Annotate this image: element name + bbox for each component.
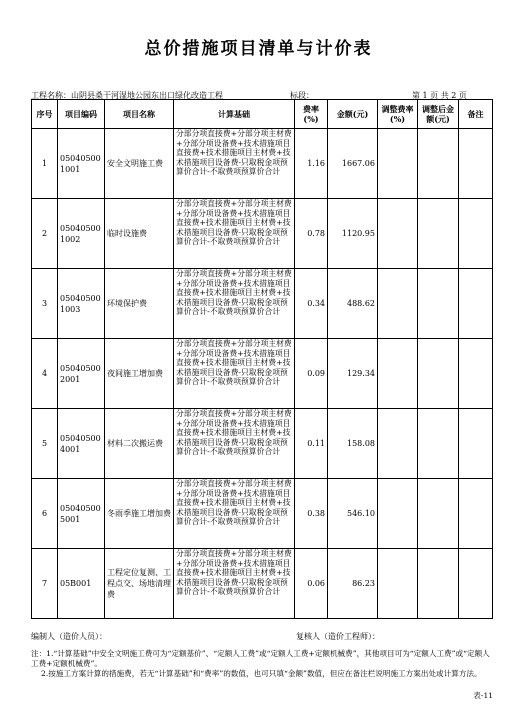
row-index: 7 xyxy=(32,549,58,619)
row-adj-rate xyxy=(378,129,418,199)
row-adj-amount xyxy=(418,129,459,199)
row-rate: 0.09 xyxy=(295,339,328,409)
col-amount-header: 金额(元) xyxy=(328,100,378,129)
row-basis: 分部分项直接费+分部分项主材费+分部分项设备费+技术措施项目直接费+技术措施项目主材费+技术措施项目设备费-只取税金项预算价合计-不取费项预算价合计 xyxy=(174,199,295,269)
row-code: 050405004001 xyxy=(58,409,105,479)
row-adj-rate xyxy=(378,409,418,479)
row-index: 6 xyxy=(32,479,58,549)
row-name: 冬雨季施工增加费 xyxy=(105,479,174,549)
col-rate-header: 费率(%) xyxy=(295,100,328,129)
row-adj-rate xyxy=(378,549,418,619)
row-rate: 0.34 xyxy=(295,269,328,339)
table-row xyxy=(32,199,493,269)
row-name: 材料二次搬运费 xyxy=(105,409,174,479)
table-row xyxy=(32,479,493,549)
row-basis: 分部分项直接费+分部分项主材费+分部分项设备费+技术措施项目直接费+技术措施项目主材费+技术措施项目设备费-只取税金项预算价合计-不取费项预算价合计 xyxy=(174,479,295,549)
reviewer-signature-label: 复核人（造价工程师）： xyxy=(296,632,380,641)
row-remark xyxy=(459,409,493,479)
row-code: 050405001001 xyxy=(58,129,105,199)
sheet-number: 表-11 xyxy=(473,691,493,700)
row-rate: 0.06 xyxy=(295,549,328,619)
header-row xyxy=(32,100,493,129)
editor-signature-label: 编制人（造价人员）： xyxy=(31,632,107,641)
row-adj-amount xyxy=(418,269,459,339)
section-label: 标段： xyxy=(290,91,314,100)
row-code: 050405001003 xyxy=(58,269,105,339)
table-notes xyxy=(31,649,492,679)
row-remark xyxy=(459,339,493,409)
col-remark-header: 备注 xyxy=(459,100,493,129)
measures-table xyxy=(31,99,493,619)
row-remark xyxy=(459,479,493,549)
row-adj-amount xyxy=(418,409,459,479)
row-name: 安全文明施工费 xyxy=(105,129,174,199)
row-name: 工程定位复测、工程点交、场地清理费 xyxy=(105,549,174,619)
note-line: 注：1.“计算基础”中安全文明施工费可为“定额基价”、“定额人工费”或“定额人工费+定额机械费”，其他项目可为“定额人工费”或“定额人工费+定额机械费”。 xyxy=(31,649,490,668)
row-amount: 488.62 xyxy=(328,269,378,339)
row-name: 环境保护费 xyxy=(105,269,174,339)
row-amount: 1120.95 xyxy=(328,199,378,269)
page-title: 总价措施项目清单与计价表 xyxy=(144,39,373,59)
row-remark xyxy=(459,129,493,199)
row-amount: 158.08 xyxy=(328,409,378,479)
col-adj-rate-header: 调整费率(%) xyxy=(378,100,418,129)
row-adj-amount xyxy=(418,479,459,549)
col-basis-header: 计算基础 xyxy=(174,100,295,129)
row-rate: 0.11 xyxy=(295,409,328,479)
row-rate: 1.16 xyxy=(295,129,328,199)
col-index-header: 序号 xyxy=(32,100,58,129)
table-row xyxy=(32,339,493,409)
row-basis: 分部分项直接费+分部分项主材费+分部分项设备费+技术措施项目直接费+技术措施项目主材费+技术措施项目设备费-只取税金项预算价合计-不取费项预算价合计 xyxy=(174,339,295,409)
table-row xyxy=(32,549,493,619)
project-name: 工程名称：山阴县桑干河湿地公园东出口绿化改造工程 xyxy=(31,91,223,100)
row-adj-amount xyxy=(418,549,459,619)
row-code: 050405001002 xyxy=(58,199,105,269)
table-row xyxy=(32,409,493,479)
col-name-header: 项目名称 xyxy=(105,100,174,129)
row-name: 临时设施费 xyxy=(105,199,174,269)
table-row xyxy=(32,129,493,199)
row-index: 1 xyxy=(32,129,58,199)
row-code: 05B001 xyxy=(58,549,105,619)
row-rate: 0.38 xyxy=(295,479,328,549)
row-remark xyxy=(459,199,493,269)
note-line: 2.按施工方案计算的措施费，若无“计算基础”和“费率”的数值，也可只填“金额”数值，但应在备注栏说明施工方案出处或计算方法。 xyxy=(41,669,482,678)
col-code-header: 项目编码 xyxy=(58,100,105,129)
row-index: 5 xyxy=(32,409,58,479)
row-adj-rate xyxy=(378,339,418,409)
row-rate: 0.78 xyxy=(295,199,328,269)
row-basis: 分部分项直接费+分部分项主材费+分部分项设备费+技术措施项目直接费+技术措施项目主材费+技术措施项目设备费-只取税金项预算价合计-不取费项预算价合计 xyxy=(174,269,295,339)
row-adj-amount xyxy=(418,199,459,269)
row-remark xyxy=(459,269,493,339)
row-name: 夜间施工增加费 xyxy=(105,339,174,409)
row-adj-rate xyxy=(378,479,418,549)
row-amount: 1667.06 xyxy=(328,129,378,199)
row-adj-rate xyxy=(378,269,418,339)
row-basis: 分部分项直接费+分部分项主材费+分部分项设备费+技术措施项目直接费+技术措施项目主材费+技术措施项目设备费-只取税金项预算价合计-不取费项预算价合计 xyxy=(174,409,295,479)
row-code: 050405005001 xyxy=(58,479,105,549)
row-basis: 分部分项直接费+分部分项主材费+分部分项设备费+技术措施项目直接费+技术措施项目主材费+技术措施项目设备费-只取税金项预算价合计-不取费项预算价合计 xyxy=(174,549,295,619)
row-amount: 546.10 xyxy=(328,479,378,549)
row-amount: 129.34 xyxy=(328,339,378,409)
row-basis: 分部分项直接费+分部分项主材费+分部分项设备费+技术措施项目直接费+技术措施项目主材费+技术措施项目设备费-只取税金项预算价合计-不取费项预算价合计 xyxy=(174,129,295,199)
table-row xyxy=(32,269,493,339)
row-adj-amount xyxy=(418,339,459,409)
row-index: 2 xyxy=(32,199,58,269)
row-index: 3 xyxy=(32,269,58,339)
row-code: 050405002001 xyxy=(58,339,105,409)
col-adj-amount-header: 调整后金额(元) xyxy=(418,100,459,129)
page-indicator: 第 1 页 共 2 页 xyxy=(412,91,467,100)
row-index: 4 xyxy=(32,339,58,409)
row-remark xyxy=(459,549,493,619)
row-amount: 86.23 xyxy=(328,549,378,619)
row-adj-rate xyxy=(378,199,418,269)
